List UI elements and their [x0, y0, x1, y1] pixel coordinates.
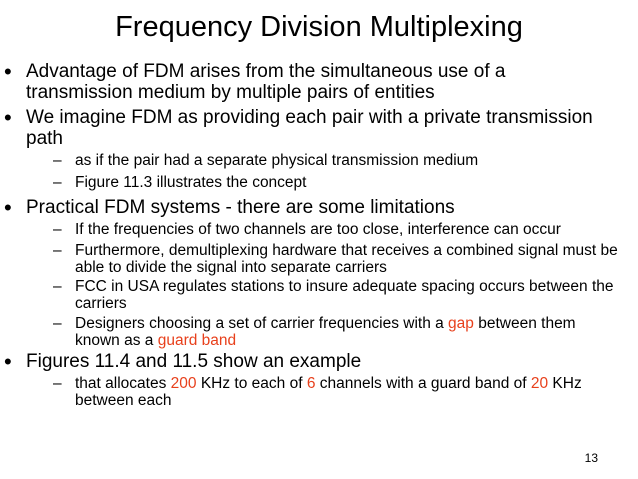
bullet-text: Practical FDM systems - there are some limitations	[26, 197, 455, 218]
sub-bullet-4	[53, 242, 620, 276]
sub-bullet-6	[53, 315, 620, 349]
sub-bullet-text: FCC in USA regulates stations to insure adequate spacing occurs between the carriers	[75, 278, 614, 312]
bullet-marker: •	[4, 195, 12, 220]
text-segment: KHz to each of	[196, 375, 307, 392]
highlight-gap: gap	[448, 315, 474, 332]
sub-bullet-5	[53, 278, 620, 312]
sub-bullet-text: Figure 11.3 illustrates the concept	[75, 174, 307, 191]
highlight-200: 200	[170, 375, 197, 392]
bullet-3	[4, 195, 616, 220]
sub-bullet-1	[53, 152, 620, 169]
sub-bullet-text	[75, 315, 576, 349]
dash-marker: –	[53, 242, 62, 259]
bullet-marker: •	[4, 59, 12, 84]
dash-marker: –	[53, 152, 62, 169]
bullet-marker: •	[4, 105, 12, 130]
page-title: Frequency Division Multiplexing	[115, 11, 523, 43]
text-segment: channels with a guard band of	[315, 375, 531, 392]
highlight-guard-band: guard band	[157, 332, 237, 349]
sub-bullet-2	[53, 174, 620, 191]
sub-bullet-text	[75, 375, 582, 409]
dash-marker: –	[53, 315, 62, 332]
highlight-20: 20	[530, 375, 549, 392]
sub-bullet-text: If the frequencies of two channels are too close, interference can occur	[75, 221, 561, 238]
bullet-marker: •	[4, 349, 12, 374]
dash-marker: –	[53, 278, 62, 295]
dash-marker: –	[53, 174, 62, 191]
sub-bullet-text: Furthermore, demultiplexing hardware that receives a combined signal must be able to divide the signal into separate carriers	[75, 242, 618, 276]
bullet-text: Figures 11.4 and 11.5 show an example	[26, 351, 362, 372]
dash-marker: –	[53, 221, 62, 238]
text-segment: between them known as a	[75, 315, 576, 349]
text-segment: KHz between each	[75, 375, 582, 409]
bullet-4	[4, 349, 616, 374]
bullet-text: Advantage of FDM arises from the simultaneous use of a transmission medium by multiple pairs of entities	[26, 61, 506, 103]
page-number: 13	[584, 451, 598, 465]
highlight-6: 6	[306, 375, 316, 392]
sub-bullet-7	[53, 375, 620, 409]
bullet-1	[4, 59, 616, 103]
text-segment: Designers choosing a set of carrier frequencies with a	[75, 315, 449, 332]
dash-marker: –	[53, 375, 62, 392]
bullet-text: We imagine FDM as providing each pair with a private transmission path	[26, 107, 593, 149]
sub-bullet-text: as if the pair had a separate physical transmission medium	[75, 152, 479, 169]
bullet-2	[4, 105, 616, 149]
sub-bullet-3	[53, 221, 620, 238]
text-segment: that allocates	[75, 375, 171, 392]
